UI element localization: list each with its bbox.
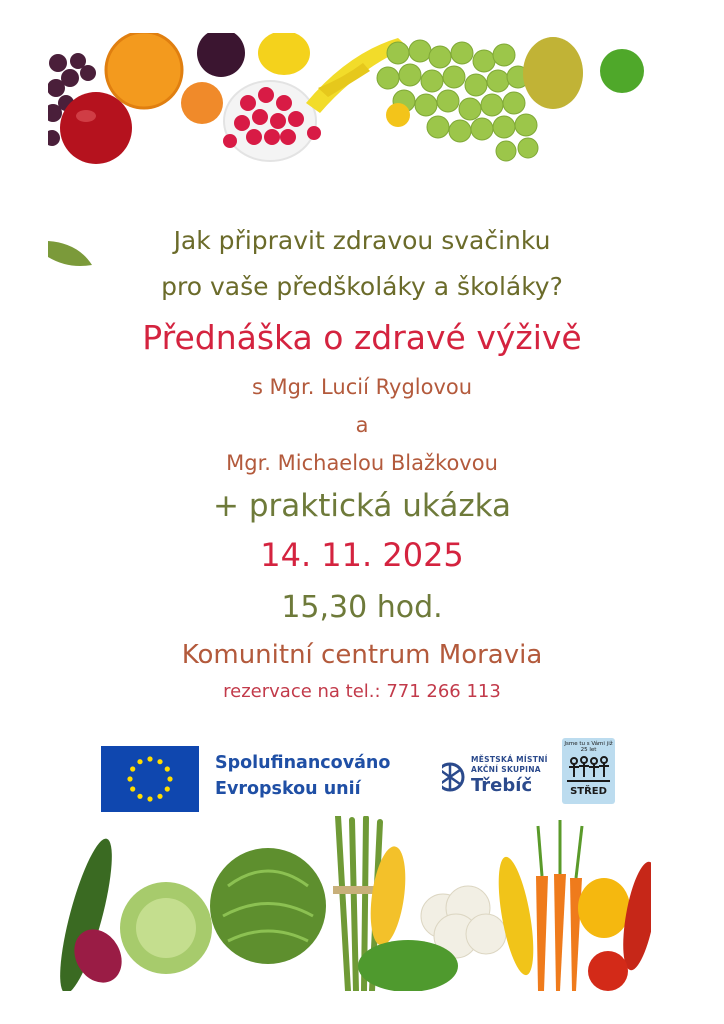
stred-tagline [564, 741, 613, 753]
eu-flag-icon [101, 746, 199, 812]
subtitle-line-2: pro vaše předškoláky a školáky? [161, 272, 563, 301]
mas-city: Třebíč [471, 775, 533, 796]
event-date: 14. 11. 2025 [260, 536, 464, 574]
event-place: Komunitní centrum Moravia [181, 640, 543, 670]
yellow-plum [386, 103, 410, 127]
lemon [258, 33, 310, 75]
stred-tag-line-1: Jsme tu s Vámi již [564, 741, 613, 747]
eu-text-line-1: Spolufinancováno [215, 753, 391, 773]
stred-tag-line-2: 25 let [580, 747, 597, 753]
stred-logo [562, 738, 615, 804]
event-time: 15,30 hod. [281, 590, 443, 625]
event-title: Přednáška o zdravé výživě [142, 318, 582, 357]
red-apple [60, 92, 132, 164]
reservation-phone: rezervace na tel.: 771 266 113 [223, 681, 501, 702]
people-icon [567, 755, 610, 785]
mas-line-2: AKČNÍ SKUPINA [471, 765, 541, 774]
vegetable-decoration-bottom [48, 816, 651, 991]
practical-demo: + praktická ukázka [213, 488, 511, 524]
apricot [181, 82, 223, 124]
lime [600, 49, 644, 93]
stred-name: STŘED [570, 786, 607, 797]
savoy-cabbage [210, 848, 326, 964]
mas-trebic-text [471, 755, 548, 797]
tomato [588, 951, 628, 991]
plum [197, 33, 245, 77]
eu-text-line-2: Evropskou unií [215, 779, 361, 799]
subtitle-line-1: Jak připravit zdravou svačinku [173, 226, 551, 255]
carrots [536, 874, 582, 991]
yellow-pepper [578, 878, 630, 938]
fruit-decoration-top [48, 33, 651, 208]
green-grapes [377, 40, 538, 161]
mas-trebic-logo-icon [436, 754, 466, 800]
lecturer-connector: a [355, 413, 369, 437]
mas-line-1: MĚSTSKÁ MÍSTNÍ [471, 755, 548, 764]
eu-cofinancing-text [215, 750, 390, 802]
lettuce [358, 940, 458, 991]
yellow-zucchini [492, 854, 540, 977]
lecturer-1: s Mgr. Lucií Ryglovou [251, 375, 473, 399]
lecturer-2: Mgr. Michaelou Blažkovou [226, 451, 498, 475]
